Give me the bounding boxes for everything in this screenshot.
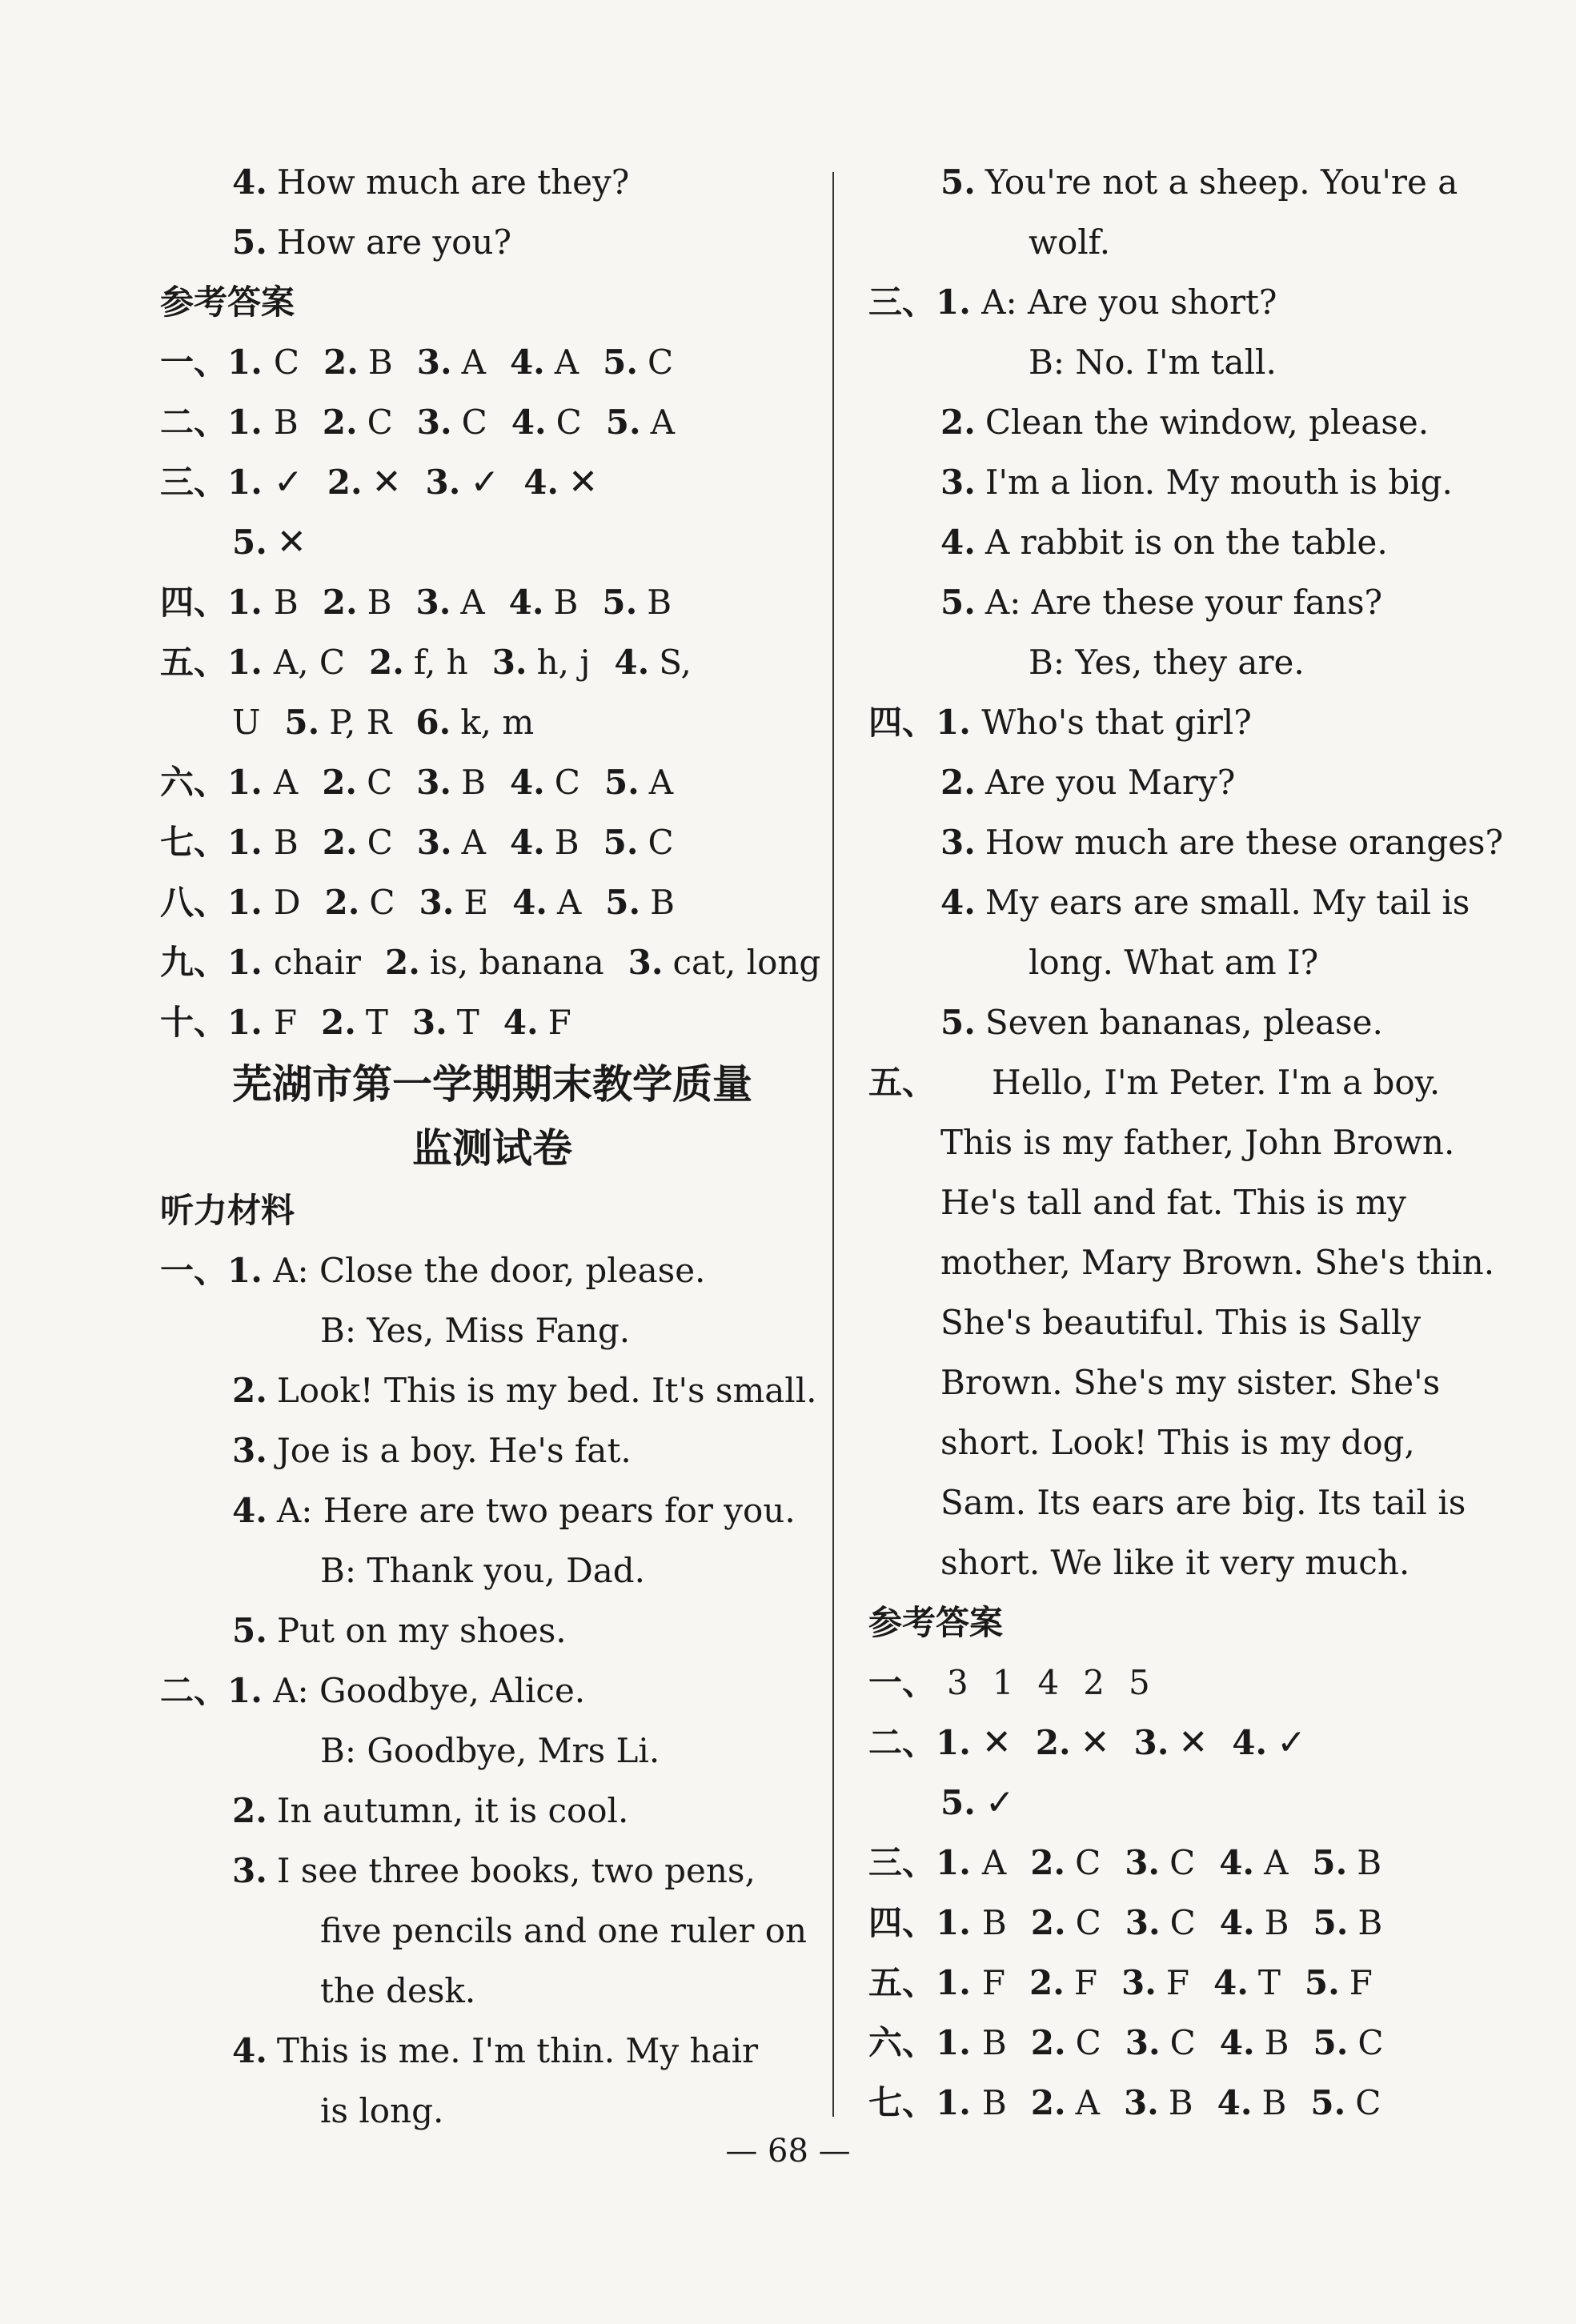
question-number: 2.	[321, 1003, 356, 1042]
answer-value: ✕	[1178, 1722, 1209, 1763]
section-heading: 参考答案	[160, 282, 295, 322]
question-number: 4.	[509, 343, 545, 382]
answer-value: C	[273, 343, 299, 382]
answer-row	[160, 332, 824, 392]
answer-value: T	[365, 1003, 388, 1042]
answer-row	[160, 812, 824, 872]
question-number: 3.	[1125, 1843, 1161, 1882]
answer-value: C	[367, 763, 393, 802]
answer-row	[160, 992, 824, 1052]
answer-value: C	[369, 883, 395, 922]
answer-value: C	[648, 823, 674, 862]
answer-value: ✕	[1080, 1722, 1110, 1763]
answer-lead: 五、1.	[160, 643, 263, 682]
question-number: 3.	[411, 1003, 447, 1042]
answer-value: E	[463, 883, 489, 922]
script-line: 3. I see three books, two pens,	[232, 1851, 756, 1890]
answer-row	[160, 872, 824, 932]
question-number: 2.	[322, 403, 358, 442]
answer-value: F	[1073, 1963, 1098, 2002]
answer-value: C	[1075, 2023, 1101, 2062]
question-number: 4.	[1213, 1963, 1249, 2002]
script-line: 2. In autumn, it is cool.	[232, 1791, 629, 1830]
answer-value: F	[981, 1963, 1006, 2002]
answer-value: A	[981, 1843, 1007, 1882]
answer-value: C	[648, 343, 674, 382]
answer-value: B	[367, 583, 392, 622]
answer-lead: 六、1.	[868, 2023, 971, 2062]
question-number: 5.	[603, 343, 638, 382]
question-number: 2.	[1029, 1963, 1065, 2002]
question-number: 3.	[415, 583, 451, 622]
question-number: 3.	[491, 643, 527, 682]
script-line: 4. A rabbit is on the table.	[940, 523, 1388, 562]
script-line: B: Yes, they are.	[1029, 643, 1305, 682]
script-line: 3. I'm a lion. My mouth is big.	[940, 463, 1453, 502]
answer-value: B	[1264, 2023, 1289, 2062]
answer-row	[868, 1893, 1525, 1953]
script-line: 一、1. A: Close the door, please.	[160, 1251, 706, 1290]
answer-lead: 十、1.	[160, 1003, 263, 1042]
page-number: — 68 —	[725, 2133, 851, 2170]
answer-value: A	[650, 403, 675, 442]
answer-value: chair	[273, 943, 361, 982]
answer-value: B	[1261, 2083, 1287, 2122]
answer-value: 3	[947, 1663, 968, 1702]
question-number: 2.	[324, 883, 360, 922]
question-number: 5.	[605, 403, 641, 442]
passage-line: short. We like it very much.	[940, 1543, 1410, 1582]
question-number: 4.	[1217, 2083, 1253, 2122]
answer-value: C	[1357, 2023, 1384, 2062]
script-line: 2. Clean the window, please.	[940, 403, 1430, 442]
answer-value: C	[1355, 2083, 1382, 2122]
answer-value: A	[556, 883, 582, 922]
question-number: 6.	[415, 703, 451, 742]
answer-lead: 七、1.	[868, 2083, 971, 2122]
question-number: 5.	[1310, 2083, 1346, 2122]
answer-lead: 三、1.	[160, 463, 263, 502]
answer-row	[868, 1713, 1525, 1773]
script-line: 4. This is me. I'm thin. My hair	[232, 2031, 759, 2070]
answer-row	[868, 1953, 1525, 2013]
answer-value: B	[981, 2023, 1007, 2062]
exam-title-line2: 监测试卷	[412, 1125, 572, 1172]
script-line: 2. Are you Mary?	[940, 763, 1236, 802]
answer-row	[868, 1653, 1525, 1713]
answer-row: 5. ✕	[232, 522, 307, 563]
script-line: long. What am I?	[1029, 943, 1319, 982]
answer-value: C	[555, 403, 582, 442]
answer-row	[868, 1833, 1525, 1893]
answer-value: U	[232, 703, 261, 742]
answer-lead: 五、1.	[868, 1963, 971, 2002]
column-divider	[832, 172, 834, 2117]
question-number: 3.	[1121, 1963, 1157, 2002]
answer-row	[160, 392, 824, 452]
answer-row	[160, 572, 824, 632]
answer-value: 5	[1128, 1663, 1150, 1702]
question-number: 2.	[369, 643, 404, 682]
answer-value: B	[647, 583, 672, 622]
answer-value: B	[650, 883, 676, 922]
script-line: the desk.	[320, 1971, 476, 2010]
answer-value: 2	[1083, 1663, 1105, 1702]
script-line: is long.	[320, 2091, 444, 2130]
script-line: 5. You're not a sheep. You're a	[940, 162, 1458, 202]
script-line: five pencils and one ruler on	[320, 1911, 808, 1950]
answer-value: F	[273, 1003, 298, 1042]
answer-value: B	[981, 1903, 1007, 1942]
script-line: 4. A: Here are two pears for you.	[232, 1491, 796, 1530]
answer-value: C	[554, 763, 580, 802]
answer-value: B	[1264, 1903, 1289, 1942]
passage-line: This is my father, John Brown.	[940, 1123, 1455, 1162]
answer-value: B	[981, 2083, 1007, 2122]
exam-title: 芜湖市第一学期期末教学质量	[232, 1061, 752, 1108]
answer-value: C	[1169, 2023, 1196, 2062]
answer-lead: 八、1.	[160, 883, 263, 922]
answer-value: ✓	[1277, 1722, 1306, 1763]
question-number: 4.	[614, 643, 650, 682]
question-number: 3.	[1123, 2083, 1159, 2122]
question-number: 5.	[1312, 1843, 1348, 1882]
answer-value: A, C	[273, 643, 346, 682]
question-number: 2.	[1030, 1903, 1066, 1942]
answer-value: C	[367, 403, 393, 442]
question-number: 4.	[523, 463, 559, 502]
answer-value: A	[461, 823, 486, 862]
question-number: 2.	[327, 463, 363, 502]
script-line: B: Thank you, Dad.	[320, 1551, 646, 1590]
question-number: 3.	[419, 883, 455, 922]
answer-value: T	[456, 1003, 479, 1042]
script-line: 5. Seven bananas, please.	[940, 1003, 1383, 1042]
answer-value: B	[554, 823, 579, 862]
answer-lead: 一、1.	[160, 343, 263, 382]
answer-value: P, R	[329, 703, 392, 742]
answer-value: F	[547, 1003, 571, 1042]
answer-value: A	[460, 583, 485, 622]
question-number: 4.	[508, 583, 544, 622]
script-line: 5. A: Are these your fans?	[940, 583, 1383, 622]
question-number: 3.	[416, 343, 452, 382]
script-line: B: Goodbye, Mrs Li.	[320, 1731, 660, 1770]
question-number: 2.	[1035, 1723, 1071, 1762]
script-line: 3. Joe is a boy. He's fat.	[232, 1431, 632, 1470]
answer-value: ✓	[273, 462, 303, 503]
question-number: 3.	[1125, 2023, 1161, 2062]
right-column	[868, 152, 1525, 2133]
question-number: 3.	[416, 763, 452, 802]
section-heading: 听力材料	[160, 1191, 295, 1230]
answer-lead: 四、1.	[868, 1903, 971, 1942]
answer-value: F	[1349, 1963, 1373, 2002]
answer-row	[160, 632, 824, 692]
answer-value: B	[553, 583, 579, 622]
answer-value: A	[1264, 1843, 1289, 1882]
answer-value: C	[1169, 1903, 1196, 1942]
question-number: 4.	[1219, 1903, 1255, 1942]
answer-value: B	[1357, 1843, 1382, 1882]
answer-value: A	[1075, 2083, 1100, 2122]
question-number: 3.	[425, 463, 461, 502]
question-number: 2.	[322, 583, 358, 622]
answer-value: ✕	[371, 462, 402, 503]
answer-value: is, banana	[429, 943, 604, 982]
question-number: 3.	[628, 943, 664, 982]
question-number: 5.	[284, 703, 320, 742]
answer-value: C	[1169, 1843, 1196, 1882]
answer-value: 1	[992, 1663, 1014, 1702]
passage-line: She's beautiful. This is Sally	[940, 1303, 1422, 1342]
answer-value: A	[648, 763, 674, 802]
script-line: 4. My ears are small. My tail is	[940, 883, 1470, 922]
answer-value: D	[273, 883, 301, 922]
answer-value: B	[1357, 1903, 1383, 1942]
question-number: 4.	[1232, 1723, 1268, 1762]
left-column	[160, 152, 824, 2141]
passage-line: Brown. She's my sister. She's	[940, 1363, 1441, 1402]
answer-value: cat, long	[672, 943, 821, 982]
question-number: 4.	[1219, 1843, 1255, 1882]
question-number: 5.	[1313, 1903, 1349, 1942]
section-heading: 参考答案	[868, 1603, 1004, 1642]
passage-line: mother, Mary Brown. She's thin.	[940, 1243, 1495, 1282]
answer-value: ✕	[568, 462, 598, 503]
question-number: 3.	[1125, 1903, 1161, 1942]
question-number: 4.	[511, 403, 547, 442]
answer-value: C	[1075, 1903, 1101, 1942]
answer-value: C	[1075, 1843, 1101, 1882]
question-number: 2.	[1030, 2083, 1066, 2122]
script-line: 四、1. Who's that girl?	[868, 703, 1252, 742]
answer-lead: 四、1.	[160, 583, 263, 622]
answer-row	[868, 2013, 1525, 2073]
answer-lead: 二、1.	[160, 403, 263, 442]
answer-value: 4	[1037, 1663, 1060, 1702]
answer-lead: 七、1.	[160, 823, 263, 862]
question-number: 2.	[384, 943, 420, 982]
question-number: 2.	[1030, 1843, 1066, 1882]
answer-value: C	[461, 403, 487, 442]
answer-row	[160, 692, 824, 752]
script-line: wolf.	[1029, 222, 1111, 262]
answer-value: B	[1168, 2083, 1193, 2122]
answer-value: B	[273, 823, 299, 862]
answer-row: 5. ✓	[940, 1782, 1015, 1823]
question-number: 5.	[604, 763, 640, 802]
answer-lead: 二、1.	[868, 1723, 971, 1762]
question-number: 5.	[603, 823, 639, 862]
question-number: 5.	[602, 583, 638, 622]
answer-value: A	[461, 343, 486, 382]
question-number: 4.	[509, 763, 545, 802]
answer-value: ✓	[470, 462, 500, 503]
answer-value: T	[1257, 1963, 1281, 2002]
question-number: 4.	[509, 823, 545, 862]
script-line: 3. How much are these oranges?	[940, 823, 1504, 862]
answer-row	[160, 932, 824, 992]
question-number: 3.	[416, 403, 452, 442]
question-number: 2.	[1030, 2023, 1066, 2062]
script-line: 5. Put on my shoes.	[232, 1611, 567, 1650]
answer-row	[160, 452, 824, 512]
question-number: 4.	[1219, 2023, 1255, 2062]
answer-row	[160, 752, 824, 812]
text-line: 5. How are you?	[232, 222, 511, 262]
answer-value: ✕	[981, 1722, 1012, 1763]
answer-lead: 六、1.	[160, 763, 263, 802]
text-line: 4. How much are they?	[232, 162, 630, 202]
question-number: 2.	[322, 763, 358, 802]
answer-value: f, h	[413, 643, 468, 682]
answer-value: S,	[659, 643, 692, 682]
answer-value: B	[273, 583, 299, 622]
question-number: 4.	[512, 883, 547, 922]
script-line: B: No. I'm tall.	[1029, 343, 1277, 382]
answer-value: B	[367, 343, 393, 382]
question-number: 5.	[1304, 1963, 1340, 2002]
answer-value: B	[461, 763, 486, 802]
answer-value: C	[367, 823, 393, 862]
answer-lead: 九、1.	[160, 943, 263, 982]
script-line: 三、1. A: Are you short?	[868, 282, 1277, 322]
passage-line: Sam. Its ears are big. Its tail is	[940, 1483, 1466, 1522]
answer-lead: 一、	[868, 1663, 936, 1702]
passage-line: short. Look! This is my dog,	[940, 1423, 1415, 1462]
passage-line: He's tall and fat. This is my	[940, 1183, 1406, 1222]
question-number: 5.	[605, 883, 641, 922]
answer-row	[868, 2073, 1525, 2133]
question-number: 4.	[503, 1003, 539, 1042]
script-line: 二、1. A: Goodbye, Alice.	[160, 1671, 586, 1710]
answer-value: A	[554, 343, 579, 382]
question-number: 3.	[416, 823, 452, 862]
answer-value: F	[1165, 1963, 1190, 2002]
answer-value: h, j	[536, 643, 591, 682]
script-line: B: Yes, Miss Fang.	[320, 1311, 631, 1350]
answer-value: A	[273, 763, 299, 802]
question-number: 2.	[322, 823, 358, 862]
script-line: 2. Look! This is my bed. It's small.	[232, 1371, 817, 1410]
answer-value: B	[273, 403, 299, 442]
question-number: 2.	[323, 343, 359, 382]
answer-value: k, m	[460, 703, 535, 742]
question-number: 3.	[1133, 1723, 1169, 1762]
answer-lead: 三、1.	[868, 1843, 971, 1882]
question-number: 5.	[1313, 2023, 1349, 2062]
passage-first-line: 五、 Hello, I'm Peter. I'm a boy.	[868, 1063, 1441, 1102]
